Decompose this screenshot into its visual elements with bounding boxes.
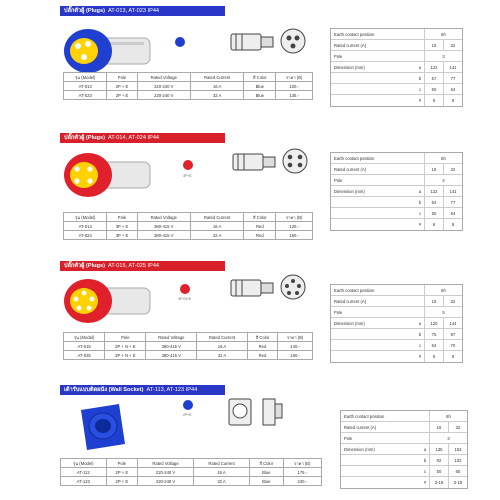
spec-label: Pole — [334, 53, 343, 59]
spec-label: Dimension (mm) — [334, 188, 365, 194]
col-current: Rated Current — [190, 73, 243, 82]
red-color-swatch — [180, 284, 190, 294]
spec-value: 6 — [424, 95, 443, 106]
spec-value: 64 — [424, 340, 443, 350]
spec-value: 3-18 — [448, 477, 467, 488]
cell: 3P + E — [107, 222, 137, 231]
col-current: Rated Current — [197, 333, 248, 342]
cell: Red — [244, 222, 276, 231]
cell: 380-415 V — [137, 231, 190, 240]
banner-model-code: AT-014, AT-024 IP44 — [107, 135, 160, 141]
cell: 135.- — [276, 91, 313, 100]
spec-value: 64 — [424, 197, 443, 207]
cell: 2P + E — [106, 477, 138, 486]
spec-value: 141 — [443, 62, 462, 72]
cell: 2P + E — [106, 468, 138, 477]
spec-value: 3 — [424, 51, 462, 61]
section-banner — [60, 385, 225, 395]
cell: 2P + E — [107, 82, 137, 91]
table-row — [64, 91, 313, 100]
spec-box — [330, 28, 463, 107]
model-table — [63, 212, 313, 240]
spec-value: 6h — [424, 285, 462, 295]
cell: Blue — [244, 82, 276, 91]
col-voltage: Rated Voltage — [138, 459, 194, 468]
spec-value: 6 — [424, 351, 443, 362]
col-pole: Pole — [107, 73, 137, 82]
col-model: รุ่น (Model) — [64, 213, 107, 222]
spec-sub: c — [418, 86, 422, 92]
cell: 220-240 V — [137, 82, 190, 91]
spec-label: Pole — [344, 435, 353, 441]
banner-thai-title: เต้ารับแบบติดผนัง (Wall Socket) — [64, 387, 144, 393]
spec-sub: c — [418, 210, 422, 216]
col-color: สี Color — [244, 73, 276, 82]
spec-label: Rated current (A) — [334, 166, 367, 172]
spec-sub: a — [418, 64, 422, 70]
spec-label: Earth contact position — [334, 31, 375, 37]
plug-drawing-side — [230, 30, 276, 54]
red-plug-image — [60, 274, 155, 326]
section-at015 — [0, 256, 500, 380]
spec-value: 32 — [443, 40, 462, 50]
spec-value: 3 — [429, 433, 467, 443]
col-current: Rated Current — [194, 459, 250, 468]
cell: 380-415 V — [137, 222, 190, 231]
col-pole: Pole — [107, 213, 137, 222]
spec-value: 57 — [424, 73, 443, 83]
spec-value: 50 — [424, 208, 443, 218]
spec-box — [330, 284, 463, 363]
spec-value: 8 — [443, 219, 462, 230]
plug-drawing-front — [280, 274, 306, 300]
table-row — [61, 468, 322, 477]
wall-socket-image — [75, 400, 135, 452]
cell: 3P + E — [107, 231, 137, 240]
spec-label: Earth contact position — [344, 413, 385, 419]
table-header-row — [64, 73, 313, 82]
spec-value: 6h — [424, 153, 462, 163]
plug-drawing-front — [280, 28, 306, 54]
banner-thai-title: ปลั๊กตัวผู้ (Plugs) — [64, 135, 105, 141]
socket-drawing-front — [228, 398, 252, 426]
col-color: สี Color — [247, 333, 277, 342]
banner-model-code: AT-015, AT-025 IP44 — [107, 263, 160, 269]
cell: Blue — [250, 477, 283, 486]
spec-value: 92 — [429, 455, 448, 465]
spec-label: Rated current (A) — [334, 42, 367, 48]
spec-box — [340, 410, 468, 489]
cell: 16 A — [190, 222, 243, 231]
spec-sub: b — [418, 199, 422, 205]
model-table — [63, 72, 313, 100]
cell: 100.- — [276, 82, 313, 91]
col-model: รุ่น (Model) — [64, 333, 105, 342]
banner-thai-title: ปลั๊กตัวผู้ (Plugs) — [64, 263, 105, 269]
spec-label: Dimension (mm) — [334, 320, 365, 326]
socket-drawing-side — [262, 398, 284, 426]
spec-sub: a — [418, 320, 422, 326]
spec-value: 3-18 — [429, 477, 448, 488]
cell: 220-240 V — [138, 477, 194, 486]
spec-value: 64 — [443, 208, 462, 218]
col-voltage: Rated Voltage — [137, 213, 190, 222]
blue-color-swatch — [175, 37, 185, 47]
spec-value: 50 — [424, 84, 443, 94]
spec-value: 70 — [443, 340, 462, 350]
cell: AT-023 — [64, 91, 107, 100]
spec-label: Dimension (mm) — [344, 446, 375, 452]
cell: 380-415 V — [146, 351, 197, 360]
red-color-swatch — [183, 160, 193, 170]
spec-label: Pole — [334, 177, 343, 183]
plug-drawing-side — [232, 150, 278, 174]
spec-sub: a — [418, 188, 422, 194]
spec-label: Dimension (mm) — [334, 64, 365, 70]
spec-value: 122 — [424, 62, 443, 72]
col-pole: Pole — [106, 459, 138, 468]
cell: AT-015 — [64, 342, 105, 351]
cell: AT-112 — [61, 468, 107, 477]
spec-value: 77 — [443, 197, 462, 207]
spec-sub: # — [423, 480, 427, 485]
spec-box — [330, 152, 463, 231]
spec-value: 8 — [443, 95, 462, 106]
spec-sub: b — [423, 457, 427, 463]
spec-value: 16 — [429, 422, 448, 432]
spec-sub: b — [418, 75, 422, 81]
cell: Red — [244, 231, 276, 240]
spec-value: 122 — [424, 186, 443, 196]
cell: AT-123 — [61, 477, 107, 486]
col-price: ราคา (B) — [276, 73, 313, 82]
cell: 140.- — [278, 342, 313, 351]
cell: 32 A — [197, 351, 248, 360]
spec-value: 141 — [443, 186, 462, 196]
blue-color-swatch — [183, 400, 193, 410]
section-banner — [60, 133, 225, 143]
spec-value: 65 — [448, 466, 467, 476]
cell: AT-013 — [64, 82, 107, 91]
spec-value: 32 — [443, 164, 462, 174]
spec-value: 102 — [448, 455, 467, 465]
table-header-row — [64, 333, 313, 342]
spec-sub: a — [423, 446, 427, 452]
spec-label: Earth contact position — [334, 155, 375, 161]
spec-value: 4 — [424, 175, 462, 185]
banner-model-code: AT-013, AT-023 IP44 — [107, 8, 160, 14]
spec-value: 135 — [429, 444, 448, 454]
spec-value: 6h — [424, 29, 462, 39]
spec-value: 8 — [443, 351, 462, 362]
cell: 220-240 V — [138, 468, 194, 477]
section-at014 — [0, 128, 500, 256]
col-price: ราคา (B) — [276, 213, 313, 222]
table-row — [64, 231, 313, 240]
spec-value: 50 — [429, 466, 448, 476]
cell: 16 A — [197, 342, 248, 351]
spec-sub: c — [418, 342, 422, 348]
spec-label: Rated current (A) — [334, 298, 367, 304]
banner-thai-title: ปลั๊กตัวผู้ (Plugs) — [64, 8, 105, 14]
plug-drawing-front — [282, 148, 308, 174]
table-header-row — [61, 459, 322, 468]
cell: Red — [247, 351, 277, 360]
col-model: รุ่น (Model) — [64, 73, 107, 82]
spec-value: 144 — [443, 318, 462, 328]
spec-value: 120 — [424, 318, 443, 328]
spec-sub: c — [423, 468, 427, 474]
cell: 120.- — [276, 222, 313, 231]
spec-label: Earth contact position — [334, 287, 375, 293]
spec-sub: # — [418, 354, 422, 359]
spec-value: 6 — [424, 219, 443, 230]
cell: 160.- — [276, 231, 313, 240]
spec-label: Rated current (A) — [344, 424, 377, 430]
cell: 220-240 V — [137, 91, 190, 100]
cell: Blue — [244, 91, 276, 100]
cell: 32 A — [190, 91, 243, 100]
spec-value: 6h — [429, 411, 467, 421]
spec-value: 75 — [424, 329, 443, 339]
swatch-note: 3P+E — [183, 174, 192, 178]
spec-value: 153 — [448, 444, 467, 454]
cell: 32 A — [194, 477, 250, 486]
cell: AT-025 — [64, 351, 105, 360]
col-model: รุ่น (Model) — [61, 459, 107, 468]
table-row — [64, 82, 313, 91]
table-row — [61, 477, 322, 486]
section-banner — [60, 6, 225, 16]
table-header-row — [64, 213, 313, 222]
col-color: สี Color — [244, 213, 276, 222]
col-current: Rated Current — [190, 213, 243, 222]
table-row — [64, 342, 313, 351]
swatch-note: 2P+E — [183, 413, 192, 417]
cell: 175.- — [283, 468, 321, 477]
cell: 180.- — [278, 351, 313, 360]
section-at013 — [0, 0, 500, 128]
cell: 240.- — [283, 477, 321, 486]
spec-sub: b — [418, 331, 422, 337]
spec-value: 64 — [443, 84, 462, 94]
col-pole: Pole — [105, 333, 146, 342]
section-at113 — [0, 380, 500, 500]
table-row — [64, 222, 313, 231]
red-plug-image — [60, 148, 155, 200]
spec-value: 77 — [443, 73, 462, 83]
spec-value: 5 — [424, 307, 462, 317]
col-price: ราคา (B) — [278, 333, 313, 342]
spec-value: 87 — [443, 329, 462, 339]
cell: 2P + E — [107, 91, 137, 100]
table-row — [64, 351, 313, 360]
banner-model-code: AT-113, AT-123 IP44 — [146, 387, 198, 393]
blue-plug-image — [60, 24, 155, 76]
plug-drawing-side — [230, 276, 276, 300]
cell: AT-024 — [64, 231, 107, 240]
spec-value: 32 — [443, 296, 462, 306]
cell: 380-415 V — [146, 342, 197, 351]
spec-sub: # — [418, 222, 422, 227]
cell: 16 A — [194, 468, 250, 477]
col-voltage: Rated Voltage — [137, 73, 190, 82]
cell: 32 A — [190, 231, 243, 240]
col-price: ราคา (B) — [283, 459, 321, 468]
spec-value: 16 — [424, 40, 443, 50]
cell: 3P + N + E — [105, 342, 146, 351]
spec-value: 16 — [424, 164, 443, 174]
spec-sub: # — [418, 98, 422, 103]
spec-label: Pole — [334, 309, 343, 315]
spec-value: 16 — [424, 296, 443, 306]
swatch-note: 3P+N+E — [178, 297, 192, 301]
cell: 3P + N + E — [105, 351, 146, 360]
section-banner — [60, 261, 225, 271]
cell: Blue — [250, 468, 283, 477]
cell: 16 A — [190, 82, 243, 91]
cell: AT-014 — [64, 222, 107, 231]
model-table — [63, 332, 313, 360]
model-table — [60, 458, 322, 486]
cell: Red — [247, 342, 277, 351]
col-voltage: Rated Voltage — [146, 333, 197, 342]
col-color: สี Color — [250, 459, 283, 468]
spec-value: 32 — [448, 422, 467, 432]
